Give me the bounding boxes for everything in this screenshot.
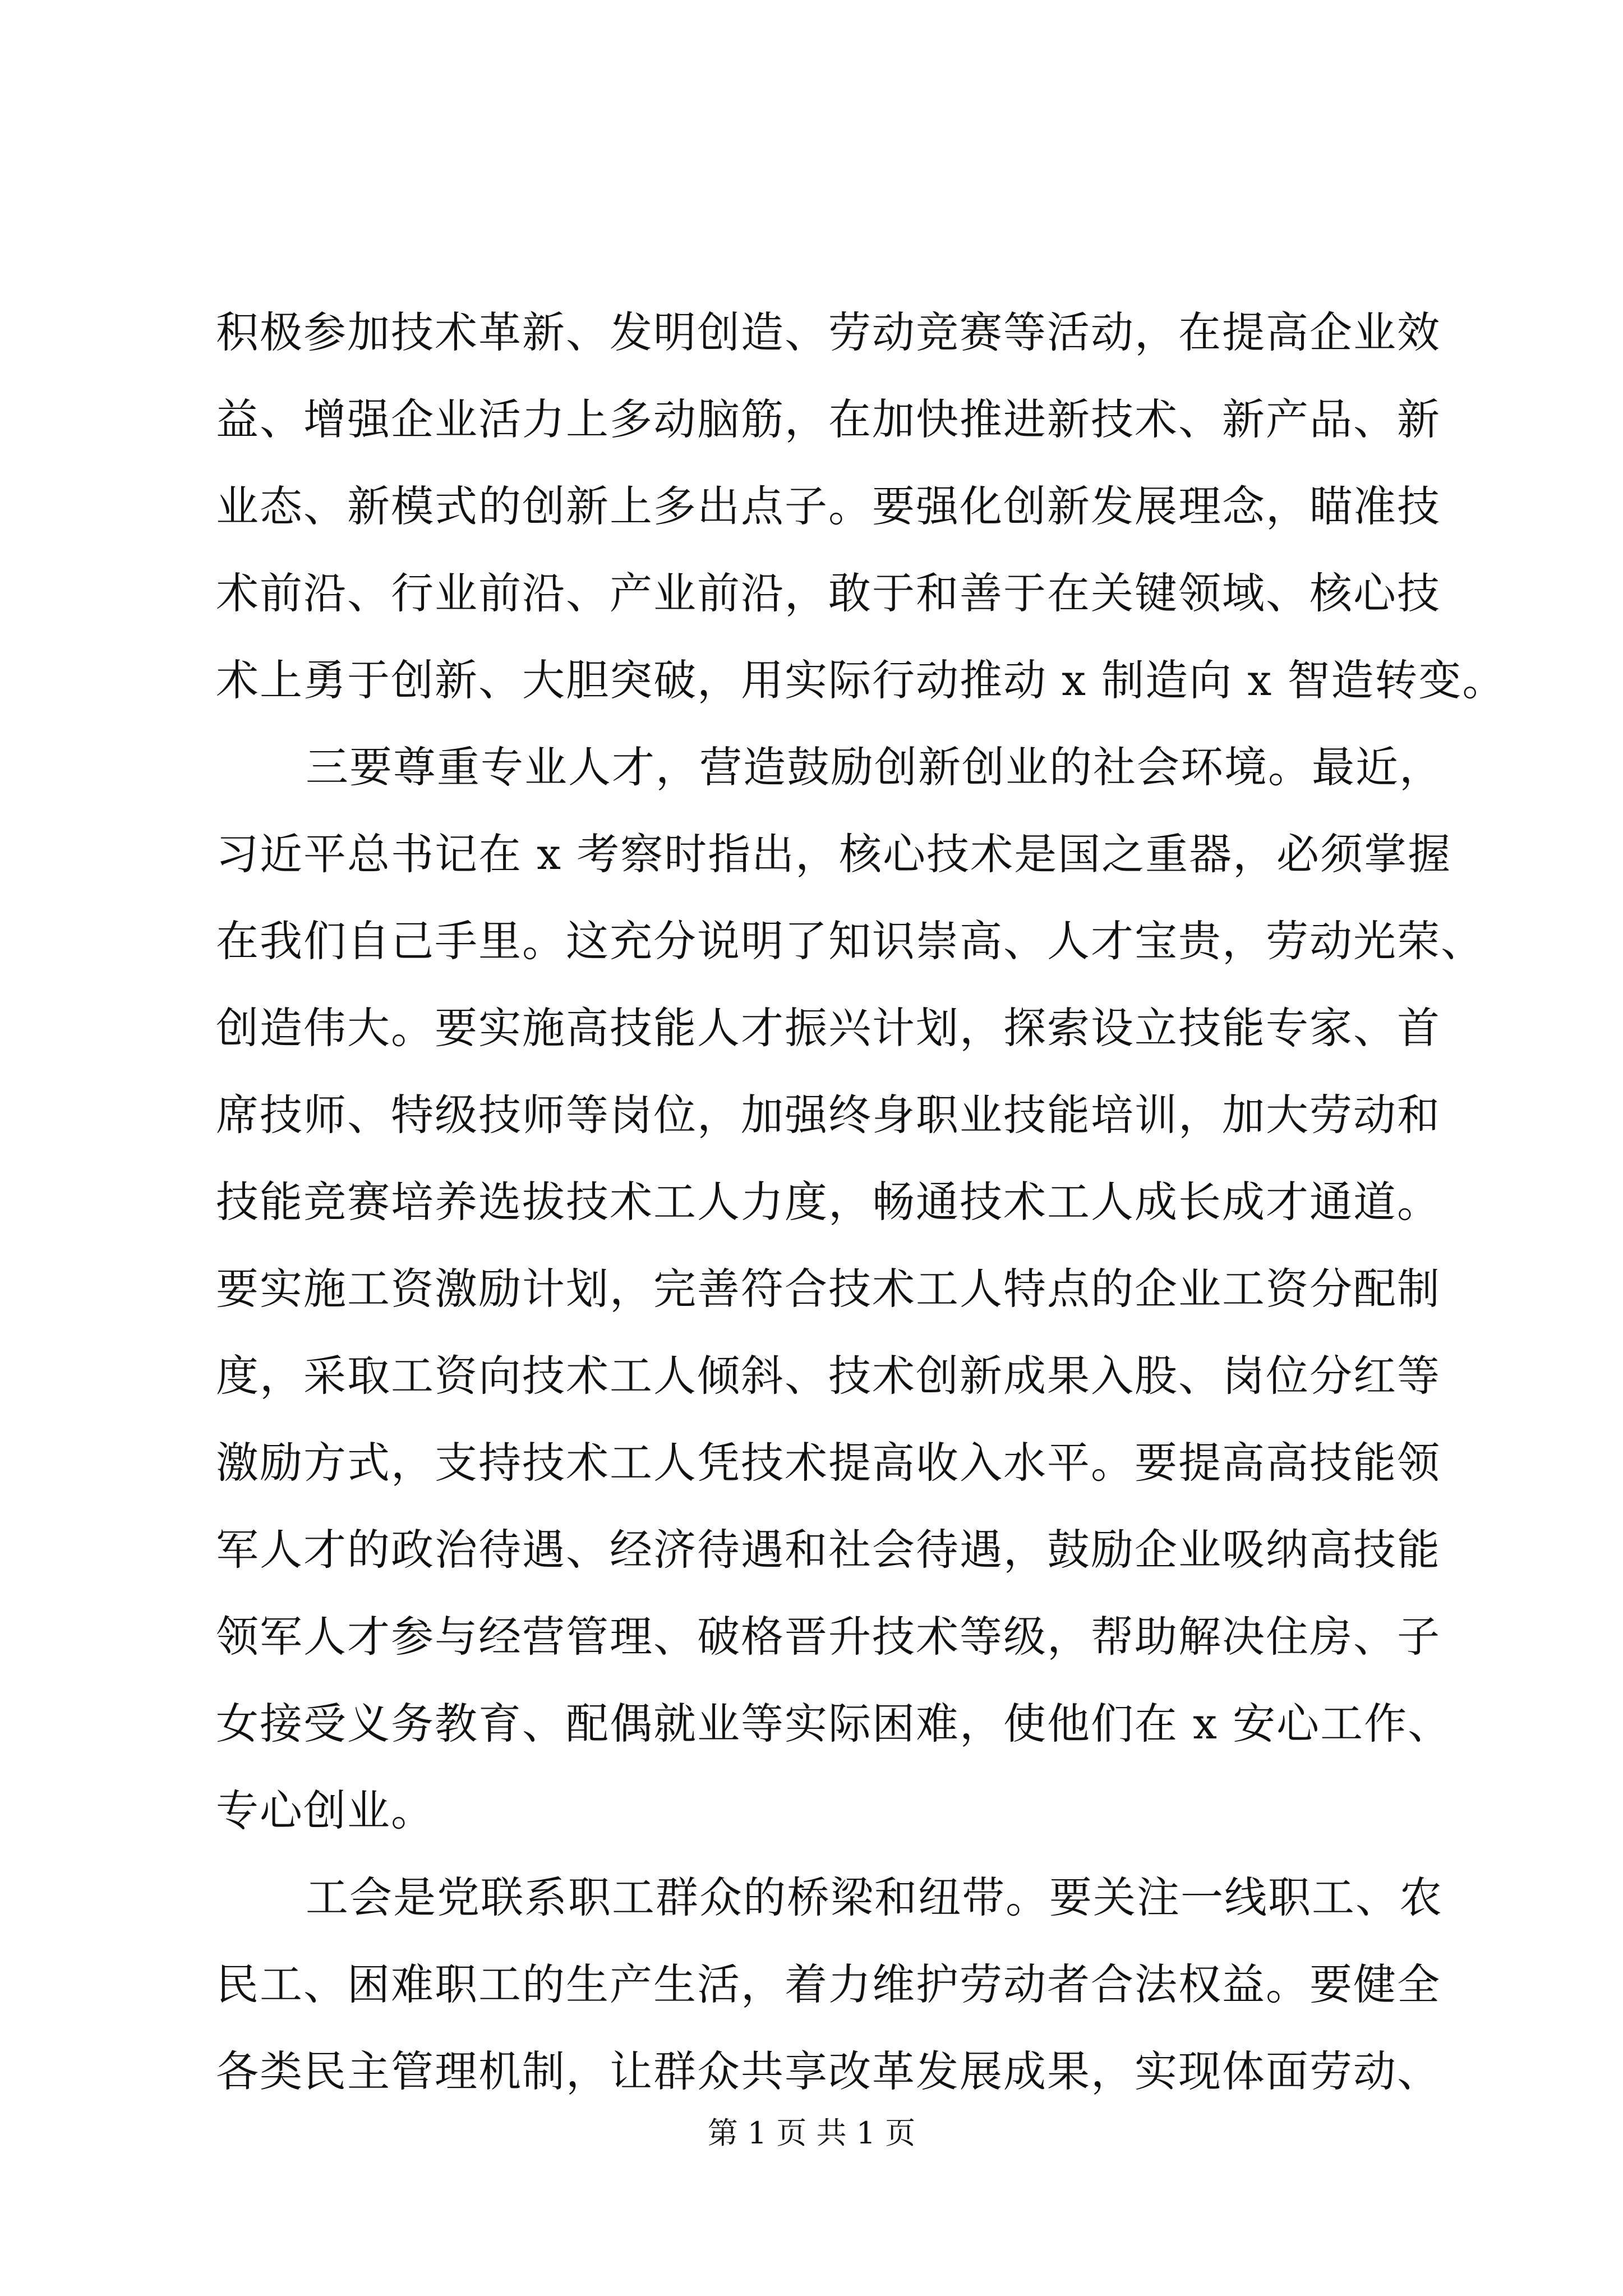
text-line: 习近平总书记在 x 考察时指出，核心技术是国之重器，必须掌握 [216, 829, 1452, 879]
text-line: 术前沿、行业前沿、产业前沿，敢于和善于在关键领域、核心技 [216, 568, 1441, 618]
paragraph-start-line: 工会是党联系职工群众的桥梁和纽带。要关注一线职工、农 [306, 1872, 1443, 1922]
text-line: 益、增强企业活力上多动脑筋，在加快推进新技术、新产品、新 [216, 394, 1441, 444]
text-line: 军人才的政治待遇、经济待遇和社会待遇，鼓励企业吸纳高技能 [216, 1525, 1441, 1575]
text-line: 积极参加技术革新、发明创造、劳动竞赛等活动，在提高企业效 [216, 307, 1441, 357]
text-line: 度，采取工资向技术工人倾斜、技术创新成果入股、岗位分红等 [216, 1351, 1441, 1401]
page-footer: 第 1 页 共 1 页 [707, 2115, 916, 2151]
paragraph-start-line: 三要尊重专业人才，营造鼓励创新创业的社会环境。最近， [306, 742, 1443, 792]
text-line: 在我们自己手里。这充分说明了知识崇高、人才宝贵，劳动光荣、 [216, 916, 1484, 966]
text-line: 席技师、特级技师等岗位，加强终身职业技能培训，加大劳动和 [216, 1090, 1441, 1140]
text-line: 各类民主管理机制，让群众共享改革发展成果，实现体面劳动、 [216, 2046, 1441, 2096]
text-line: 技能竞赛培养选拔技术工人力度，畅通技术工人成长成才通道。 [216, 1177, 1441, 1227]
text-line: 要实施工资激励计划，完善符合技术工人特点的企业工资分配制 [216, 1264, 1441, 1314]
text-line: 领军人才参与经营管理、破格晋升技术等级，帮助解决住房、子 [216, 1612, 1441, 1662]
text-line: 术上勇于创新、大胆突破，用实际行动推动 x 制造向 x 智造转变。 [216, 655, 1506, 705]
text-line: 激励方式，支持技术工人凭技术提高收入水平。要提高高技能领 [216, 1438, 1441, 1488]
text-line: 女接受义务教育、配偶就业等实际困难，使他们在 x 安心工作、 [216, 1699, 1452, 1749]
text-line: 民工、困难职工的生产生活，着力维护劳动者合法权益。要健全 [216, 1959, 1441, 2009]
text-line: 专心创业。 [216, 1786, 435, 1835]
text-line: 创造伟大。要实施高技能人才振兴计划，探索设立技能专家、首 [216, 1003, 1441, 1053]
body-text [216, 289, 1506, 2115]
text-line: 业态、新模式的创新上多出点子。要强化创新发展理念，瞄准技 [216, 481, 1441, 531]
